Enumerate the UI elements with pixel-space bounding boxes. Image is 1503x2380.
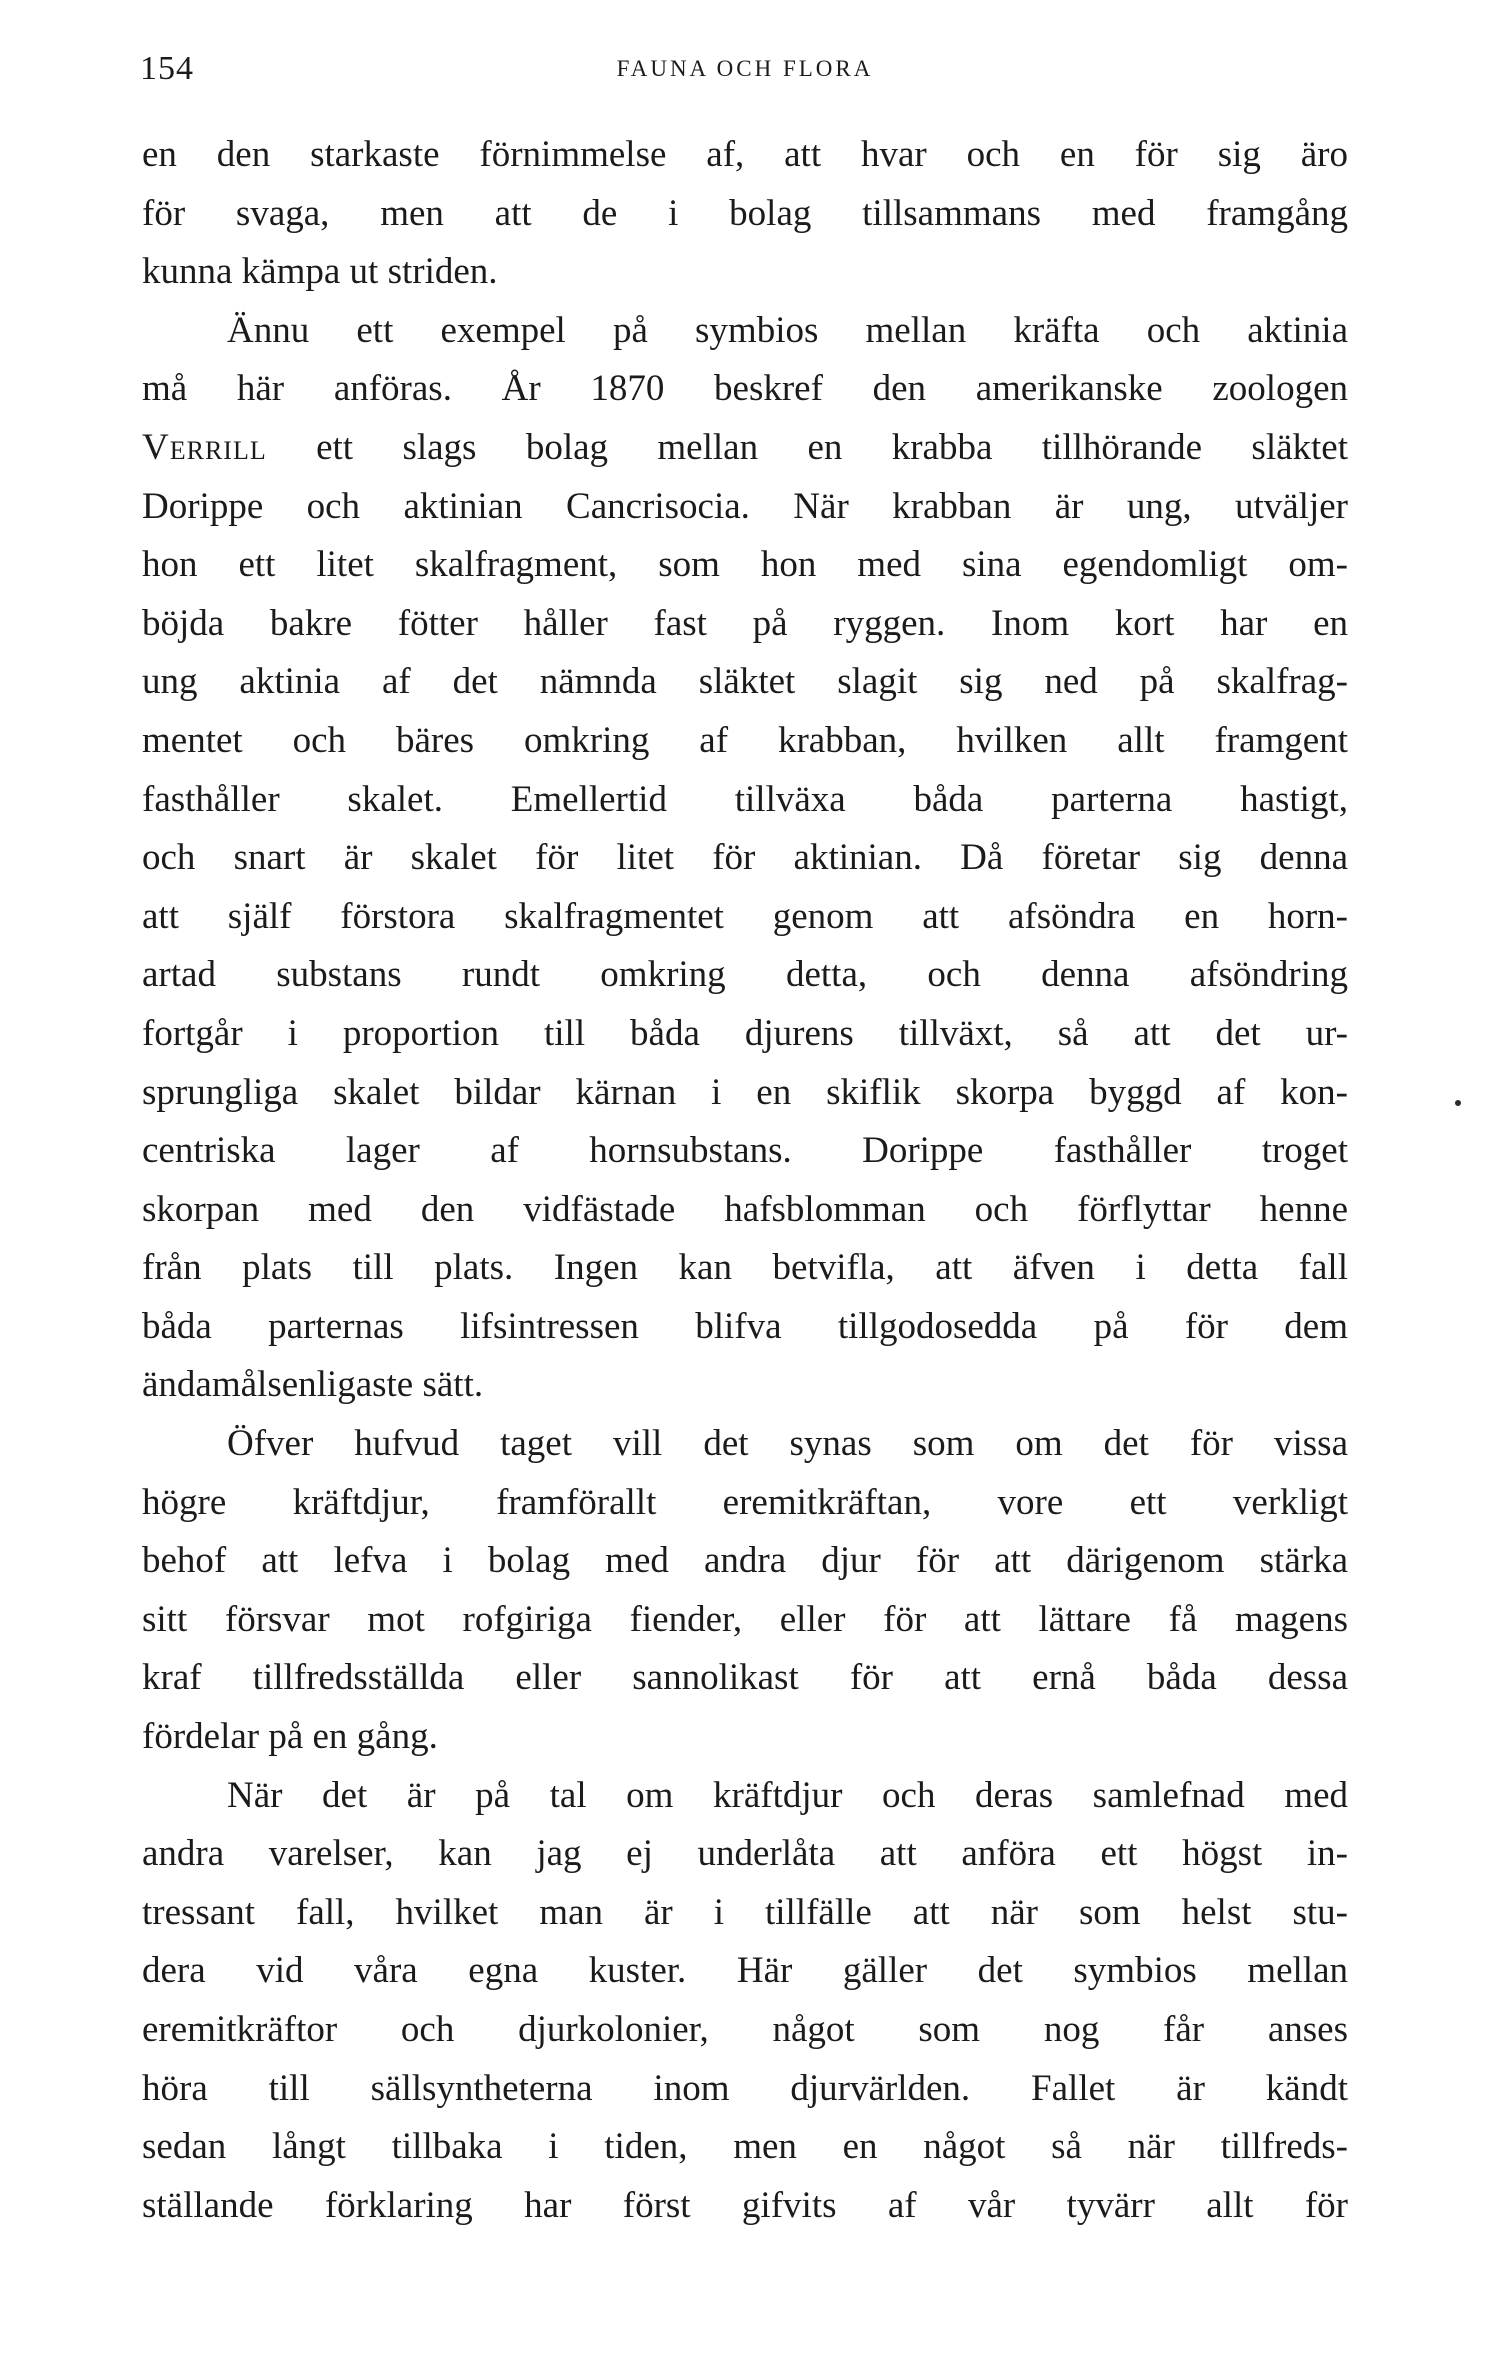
text-line-19: skorpan med den vidfästade hafsblomman och förflyttar henne xyxy=(142,1188,1348,1230)
text-line-24: högre kräftdjur, framförallt eremitkräftan, vore ett verkligt xyxy=(142,1481,1348,1523)
text-line-36: ställande förklaring har först gifvits af vår tyvärr allt för xyxy=(142,2184,1348,2226)
text-line-26: sitt försvar mot rofgiriga fiender, eller för att lättare få magens xyxy=(142,1598,1348,1640)
text-line-2: för svaga, men att de i bolag tillsammans med framgång xyxy=(142,192,1348,234)
text-line-30: andra varelser, kan jag ej underlåta att anföra ett högst in- xyxy=(142,1833,1348,1875)
text-line-22: ändamålsenligaste sätt. xyxy=(142,1364,484,1406)
text-line-11: mentet och bäres omkring af krabban, hvilken allt framgent xyxy=(142,719,1348,761)
text-line-6-rest: ett slags bolag mellan en krabba tillhörande släktet xyxy=(316,426,1348,468)
text-line-33: eremitkräftor och djurkolonier, något som nog får anses xyxy=(142,2009,1348,2050)
text-line-32: dera vid våra egna kuster. Här gäller det symbios mellan xyxy=(142,1950,1348,1992)
page-number: 154 xyxy=(140,50,194,87)
text-line-4: Ännu ett exempel på symbios mellan kräfta och aktinia xyxy=(227,309,1348,351)
text-line-13: och snart är skalet för litet för aktinian. Då företar sig denna xyxy=(142,837,1348,879)
text-line-27: kraf tillfredsställda eller sannolikast för att ernå båda dessa xyxy=(142,1657,1348,1699)
text-line-17: sprungliga skalet bildar kärnan i en skiflik skorpa byggd af kon- xyxy=(142,1071,1348,1113)
text-line-10: ung aktinia af det nämnda släktet slagit sig ned på skalfrag- xyxy=(142,661,1348,703)
text-line-29: När det är på tal om kräftdjur och deras samlefnad med xyxy=(227,1774,1348,1816)
running-title: FAUNA OCH FLORA xyxy=(616,56,874,81)
text-line-5: må här anföras. År 1870 beskref den amerikanske zoologen xyxy=(142,368,1348,410)
text-line-16: fortgår i proportion till båda djurens tillväxt, så att det ur- xyxy=(142,1012,1348,1054)
text-line-14: att själf förstora skalfragmentet genom att afsöndra en horn- xyxy=(142,895,1348,937)
text-line-18: centriska lager af hornsubstans. Dorippe fasthåller troget xyxy=(142,1130,1348,1172)
text-line-8: hon ett litet skalfragment, som hon med sina egendomligt om- xyxy=(142,544,1348,586)
text-line-7: Dorippe och aktinian Cancrisocia. När krabban är ung, utväljer xyxy=(142,485,1348,527)
text-line-31: tressant fall, hvilket man är i tillfälle att när som helst stu- xyxy=(142,1891,1348,1933)
text-line-25: behof att lefva i bolag med andra djur för att därigenom stärka xyxy=(142,1540,1348,1582)
text-line-12: fasthåller skalet. Emellertid tillväxa båda parterna hastigt, xyxy=(142,778,1348,820)
text-line-6 xyxy=(142,419,1348,478)
margin-speck xyxy=(1455,1100,1461,1106)
body-text xyxy=(142,126,1348,2235)
text-line-9: böjda bakre fötter håller fast på ryggen. Inom kort har en xyxy=(142,602,1348,644)
text-line-20: från plats till plats. Ingen kan betvifla, att äfven i detta fall xyxy=(142,1247,1348,1289)
text-line-35: sedan långt tillbaka i tiden, men en något så när tillfreds- xyxy=(142,2126,1348,2168)
text-line-3: kunna kämpa ut striden. xyxy=(142,251,498,293)
text-line-28: fördelar på en gång. xyxy=(142,1716,438,1758)
author-name-verrill: Verrill xyxy=(142,426,267,468)
text-line-21: båda parternas lifsintressen blifva tillgodosedda på för dem xyxy=(142,1305,1348,1347)
running-head xyxy=(140,50,1350,90)
text-line-15: artad substans rundt omkring detta, och denna afsöndring xyxy=(142,954,1348,996)
text-line-23: Öfver hufvud taget vill det synas som om det för vissa xyxy=(227,1423,1348,1465)
text-line-34: höra till sällsyntheterna inom djurvärlden. Fallet är kändt xyxy=(142,2067,1348,2109)
text-line-1: en den starkaste förnimmelse af, att hvar och en för sig äro xyxy=(142,134,1348,175)
